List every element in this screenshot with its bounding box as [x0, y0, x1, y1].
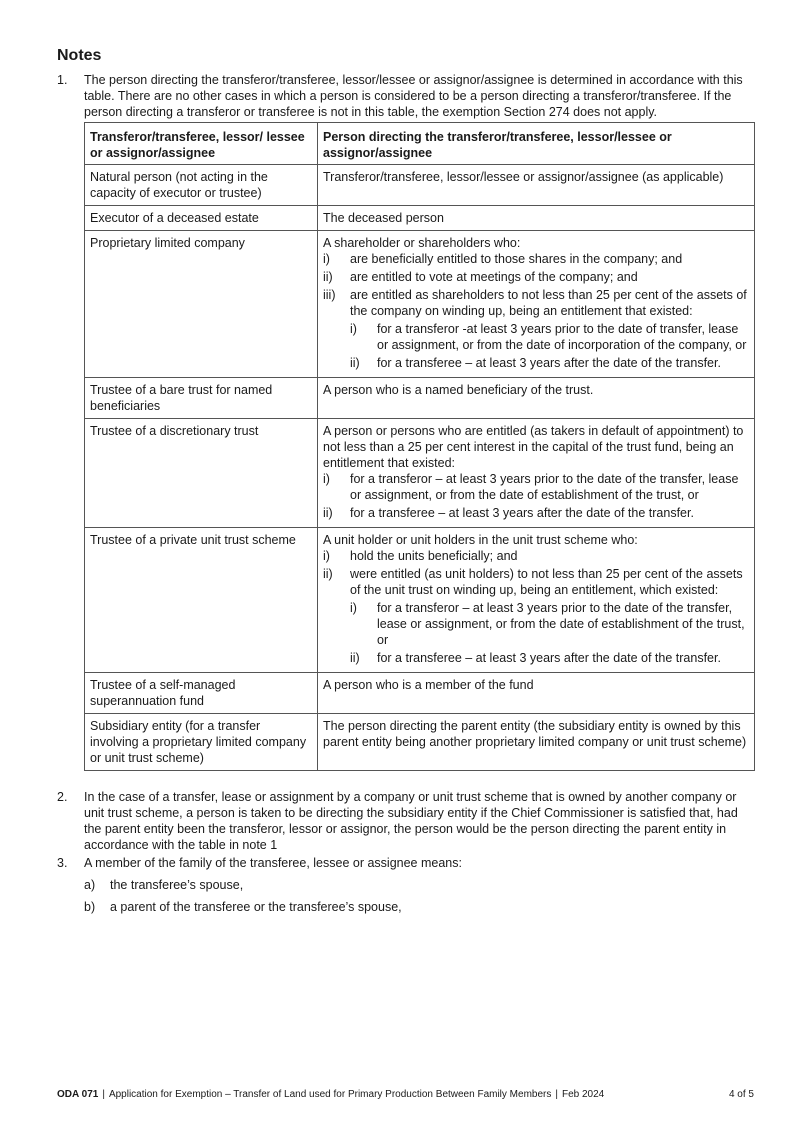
list-item [350, 321, 749, 353]
list-item [84, 877, 754, 893]
table-row [85, 419, 755, 528]
list-item-text: for a transferee – at least 3 years after the date of the transfer. [377, 651, 721, 665]
list-marker: a) [84, 878, 96, 892]
column-header-directing-person: Person directing the transferor/transferee, lessor/lessee or assignor/assignee [318, 123, 755, 165]
list-item [323, 269, 749, 285]
list-item-text: are entitled as shareholders to not less than 25 per cent of the assets of the company on winding up, being an entitlement that existed: [350, 288, 747, 318]
list-item-text: for a transferee – at least 3 years after the date of the transfer. [377, 356, 721, 370]
sub-condition-list [350, 600, 749, 666]
list-item-text: a parent of the transferee or the transferee’s spouse, [110, 900, 402, 914]
row-directing-discretionary-trust [318, 419, 755, 528]
list-item [323, 505, 749, 521]
condition-list [323, 548, 749, 666]
form-date: Feb 2024 [561, 1089, 605, 1100]
note-text: The person directing the transferor/transferee, lessor/lessee or assignor/assignee is determined in accordance with this table. There are no other cases in which a person is considered to be a person directing a transferor/transferee. If the person directing a transferor or transferee is not in this table, the exemption Section 274 does not apply. [84, 73, 743, 119]
list-item-text: are entitled to vote at meetings of the company; and [350, 270, 638, 284]
note-text: In the case of a transfer, lease or assignment by a company or unit trust scheme that is owned by another company or unit trust scheme, a person is taken to be directing the subsidiary entity if the Chief Commissioner is satisfied that, had the parent entity been the transferor, lessor or assignor, the person would be the person directing the parent entity in accordance with the table in note 1 [84, 790, 738, 852]
note-text: A member of the family of the transferee, lessee or assignee means: [84, 856, 462, 870]
list-marker: ii) [323, 506, 333, 520]
list-item [350, 650, 749, 666]
column-header-entity: Transferor/transferee, lessor/ lessee or assignor/assignee [85, 123, 318, 165]
row-directing-company [318, 231, 755, 378]
row-entity-smsf: Trustee of a self-managed superannuation fund [85, 673, 318, 714]
list-item-text: the transferee’s spouse, [110, 878, 244, 892]
cell-lead-text: A unit holder or unit holders in the unit trust scheme who: [323, 533, 638, 547]
list-item-text: for a transferor -at least 3 years prior to the date of transfer, lease or assignment, or from the date of incorporation of the company, or [377, 322, 747, 352]
list-item [323, 471, 749, 503]
list-marker: ii) [350, 356, 360, 370]
table-row [85, 165, 755, 206]
table-row [85, 673, 755, 714]
list-item-text: are beneficially entitled to those shares in the company; and [350, 252, 683, 266]
list-marker: ii) [323, 567, 333, 581]
document-page [57, 46, 754, 921]
list-marker: i) [323, 472, 330, 486]
note-number: 3. [57, 856, 68, 870]
row-directing-executor: The deceased person [318, 206, 755, 231]
page-number: 4 of 5 [728, 1089, 754, 1100]
row-entity-subsidiary: Subsidiary entity (for a transfer involving a proprietary limited company or unit trust scheme) [85, 714, 318, 771]
row-directing-bare-trust: A person who is a named beneficiary of the trust. [318, 378, 755, 419]
row-entity-unit-trust: Trustee of a private unit trust scheme [85, 528, 318, 673]
list-item-text: were entitled (as unit holders) to not less than 25 per cent of the assets of the unit trust on winding up, being an entitlement, which existed: [350, 567, 743, 597]
form-title: Application for Exemption – Transfer of Land used for Primary Production Between Family Members [108, 1089, 552, 1100]
list-marker: i) [350, 601, 357, 615]
page-footer [57, 1088, 754, 1102]
table-row [85, 206, 755, 231]
table-row [85, 231, 755, 378]
note-3 [57, 855, 754, 915]
list-item [323, 251, 749, 267]
footer-separator: | [555, 1089, 558, 1100]
list-item-text: for a transferor – at least 3 years prior to the date of the transfer, lease or assignment, or from the date of establishment of the trust, or [350, 472, 739, 502]
row-directing-smsf: A person who is a member of the fund [318, 673, 755, 714]
list-marker: i) [350, 322, 357, 336]
note-2 [57, 789, 754, 853]
table-row [85, 714, 755, 771]
note-number: 2. [57, 790, 68, 804]
list-item [350, 600, 749, 648]
list-item [84, 899, 754, 915]
family-member-list [84, 877, 754, 915]
row-directing-natural-person: Transferor/transferee, lessor/lessee or assignor/assignee (as applicable) [318, 165, 755, 206]
row-entity-discretionary-trust: Trustee of a discretionary trust [85, 419, 318, 528]
condition-list [323, 251, 749, 371]
row-entity-bare-trust: Trustee of a bare trust for named beneficiaries [85, 378, 318, 419]
list-marker: b) [84, 900, 96, 914]
list-marker: ii) [350, 651, 360, 665]
list-item [350, 355, 749, 371]
table-row [85, 378, 755, 419]
row-directing-subsidiary: The person directing the parent entity (the subsidiary entity is owned by this parent entity being another proprietary limited company or unit trust scheme) [318, 714, 755, 771]
table-header-row [85, 123, 755, 165]
notes-heading: Notes [57, 47, 102, 64]
list-item-text: for a transferor – at least 3 years prior to the date of the transfer, lease or assignment, or from the date of establishment of the trust, or [377, 601, 745, 647]
table-row [85, 528, 755, 673]
list-item [323, 287, 749, 371]
row-entity-natural-person: Natural person (not acting in the capacity of executor or trustee) [85, 165, 318, 206]
list-marker: iii) [323, 288, 336, 302]
footer-separator: | [102, 1089, 105, 1100]
list-marker: ii) [323, 270, 333, 284]
list-item-text: for a transferee – at least 3 years after the date of the transfer. [350, 506, 694, 520]
list-item-text: hold the units beneficially; and [350, 549, 518, 563]
row-directing-unit-trust [318, 528, 755, 673]
row-entity-company: Proprietary limited company [85, 231, 318, 378]
note-number: 1. [57, 73, 68, 87]
cell-lead-text: A shareholder or shareholders who: [323, 236, 521, 250]
row-entity-executor: Executor of a deceased estate [85, 206, 318, 231]
directing-person-table [84, 122, 755, 771]
list-marker: i) [323, 549, 330, 563]
list-item [323, 548, 749, 564]
list-marker: i) [323, 252, 330, 266]
cell-lead-text: A person or persons who are entitled (as takers in default of appointment) to not less than a 25 per cent interest in the capital of the trust fund, being an entitlement that existed: [323, 424, 744, 470]
form-code: ODA 071 [57, 1089, 99, 1100]
condition-list [323, 471, 749, 521]
sub-condition-list [350, 321, 749, 371]
note-1 [57, 72, 754, 771]
list-item [323, 566, 749, 666]
